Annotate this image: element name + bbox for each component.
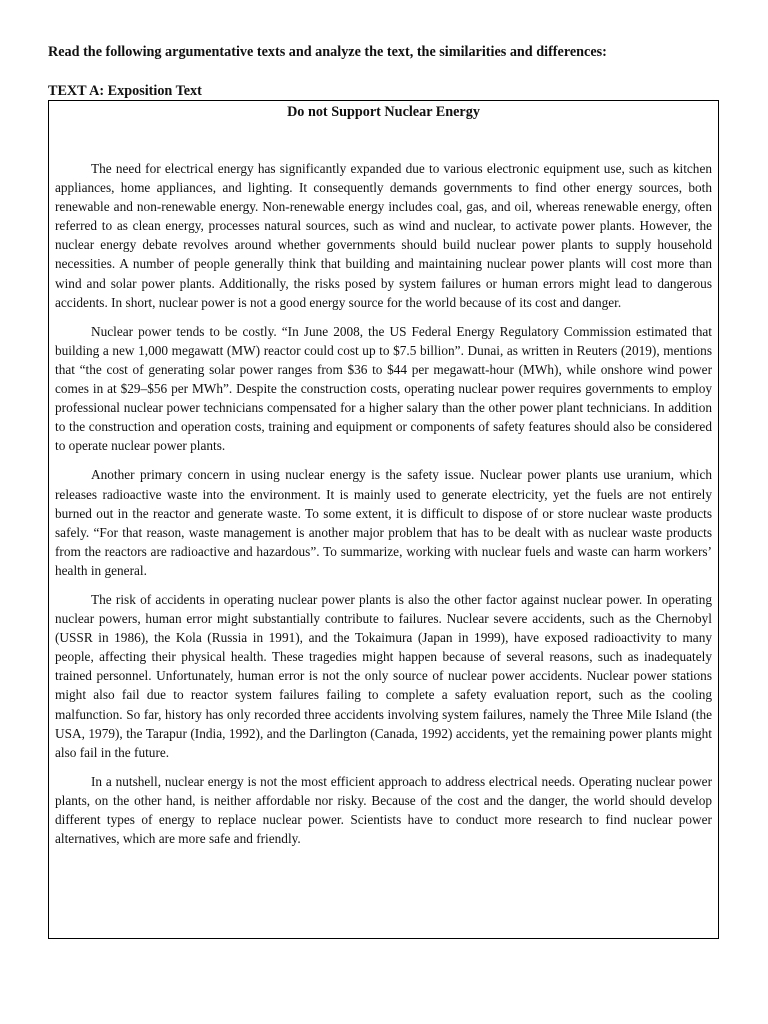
paragraph-conclusion: In a nutshell, nuclear energy is not the most efficient approach to address electrical needs. Operating nuclear power plants, on the other hand, is neither affordable nor risky. Because of the cost and the danger, the world should develop different types of energy to replace nuclear power. Scientists have to conduct more research to find nuclear power alternatives, which are more safe and friendly. <box>55 773 712 847</box>
paragraph-introduction: The need for electrical energy has significantly expanded due to various electronic equipment use, such as kitchen appliances, home appliances, and lighting. It consequently demands governments to find other energy sources, both renewable and non-renewable energy. Non-renewable energy includes coal, gas, and oil, whereas renewable energy, often referred to as clean energy, processes natural sources, such as wind and nuclear, to activate power plants. However, the nuclear energy debate revolves around whether governments should build nuclear power plants to supply household necessities. A number of people generally think that building and maintaining nuclear power plants will cost more than wind and solar power plants. Additionally, the risks posed by system failures or human errors might lead to dangerous accidents. In short, nuclear power is not a good energy source for the world because of its cost and danger. <box>55 161 712 310</box>
paragraph-accidents: The risk of accidents in operating nuclear power plants is also the other factor against nuclear power. In operating nuclear powers, human error might substantially contribute to failures. Nuclear severe accidents, such as the Chernobyl (USSR in 1986), the Kola (Russia in 1991), and the Tokaimura (Japan in 1999), have exposed radioactivity to many people, affecting their physical health. These tragedies might happen because of several reasons, such as inadequately trained personnel. Unfortunately, human error is not the only source of nuclear power accidents. Nuclear power stations might also fail due to reactor system failures failing to complete a safety evaluation report, such as the cooling malfunction. So far, history has only recorded three accidents involving system failures, namely the Three Mile Island (the USA, 1979), the Tarapur (India, 1992), and the Darlington (Canada, 1992) accidents, yet the remaining power plants might also fail in the future. <box>55 591 712 760</box>
text-body <box>55 159 712 858</box>
paragraph-safety: Another primary concern in using nuclear energy is the safety issue. Nuclear power plants use uranium, which releases radioactive waste into the environment. It is mainly used to generate electricity, yet the fuels are not entirely burned out in the reactor and generate waste. To some extent, it is difficult to dispose of or store nuclear waste products safely. “For that reason, waste management is another major problem that has to be dealt with as nuclear waste products from the reactors are radioactive and hazardous”. To summarize, working with nuclear fuels and waste can harm workers’ health in general. <box>55 467 712 578</box>
paragraph-cost: Nuclear power tends to be costly. “In June 2008, the US Federal Energy Regulatory Commission estimated that building a new 1,000 megawatt (MW) reactor could cost up to $7.5 billion”. Dunai, as written in Reuters (2019), mentions that “the cost of generating solar power ranges from $36 to $44 per megawatt-hour (MWh), while onshore wind power comes in at $29–$56 per MWh”. Despite the construction costs, operating nuclear power requires governments to employ professional nuclear power technicians compensated for a higher salary than the other power plant technicians. In addition to the construction and operation costs, training and equipment or components of safety features should also be considered to operate nuclear power plants. <box>55 323 712 454</box>
text-title: Do not Support Nuclear Energy <box>287 104 480 120</box>
instruction-heading: Read the following argumentative texts and analyze the text, the similarities and differences: <box>48 44 607 60</box>
text-box <box>48 100 719 939</box>
section-label: TEXT A: Exposition Text <box>48 83 202 99</box>
